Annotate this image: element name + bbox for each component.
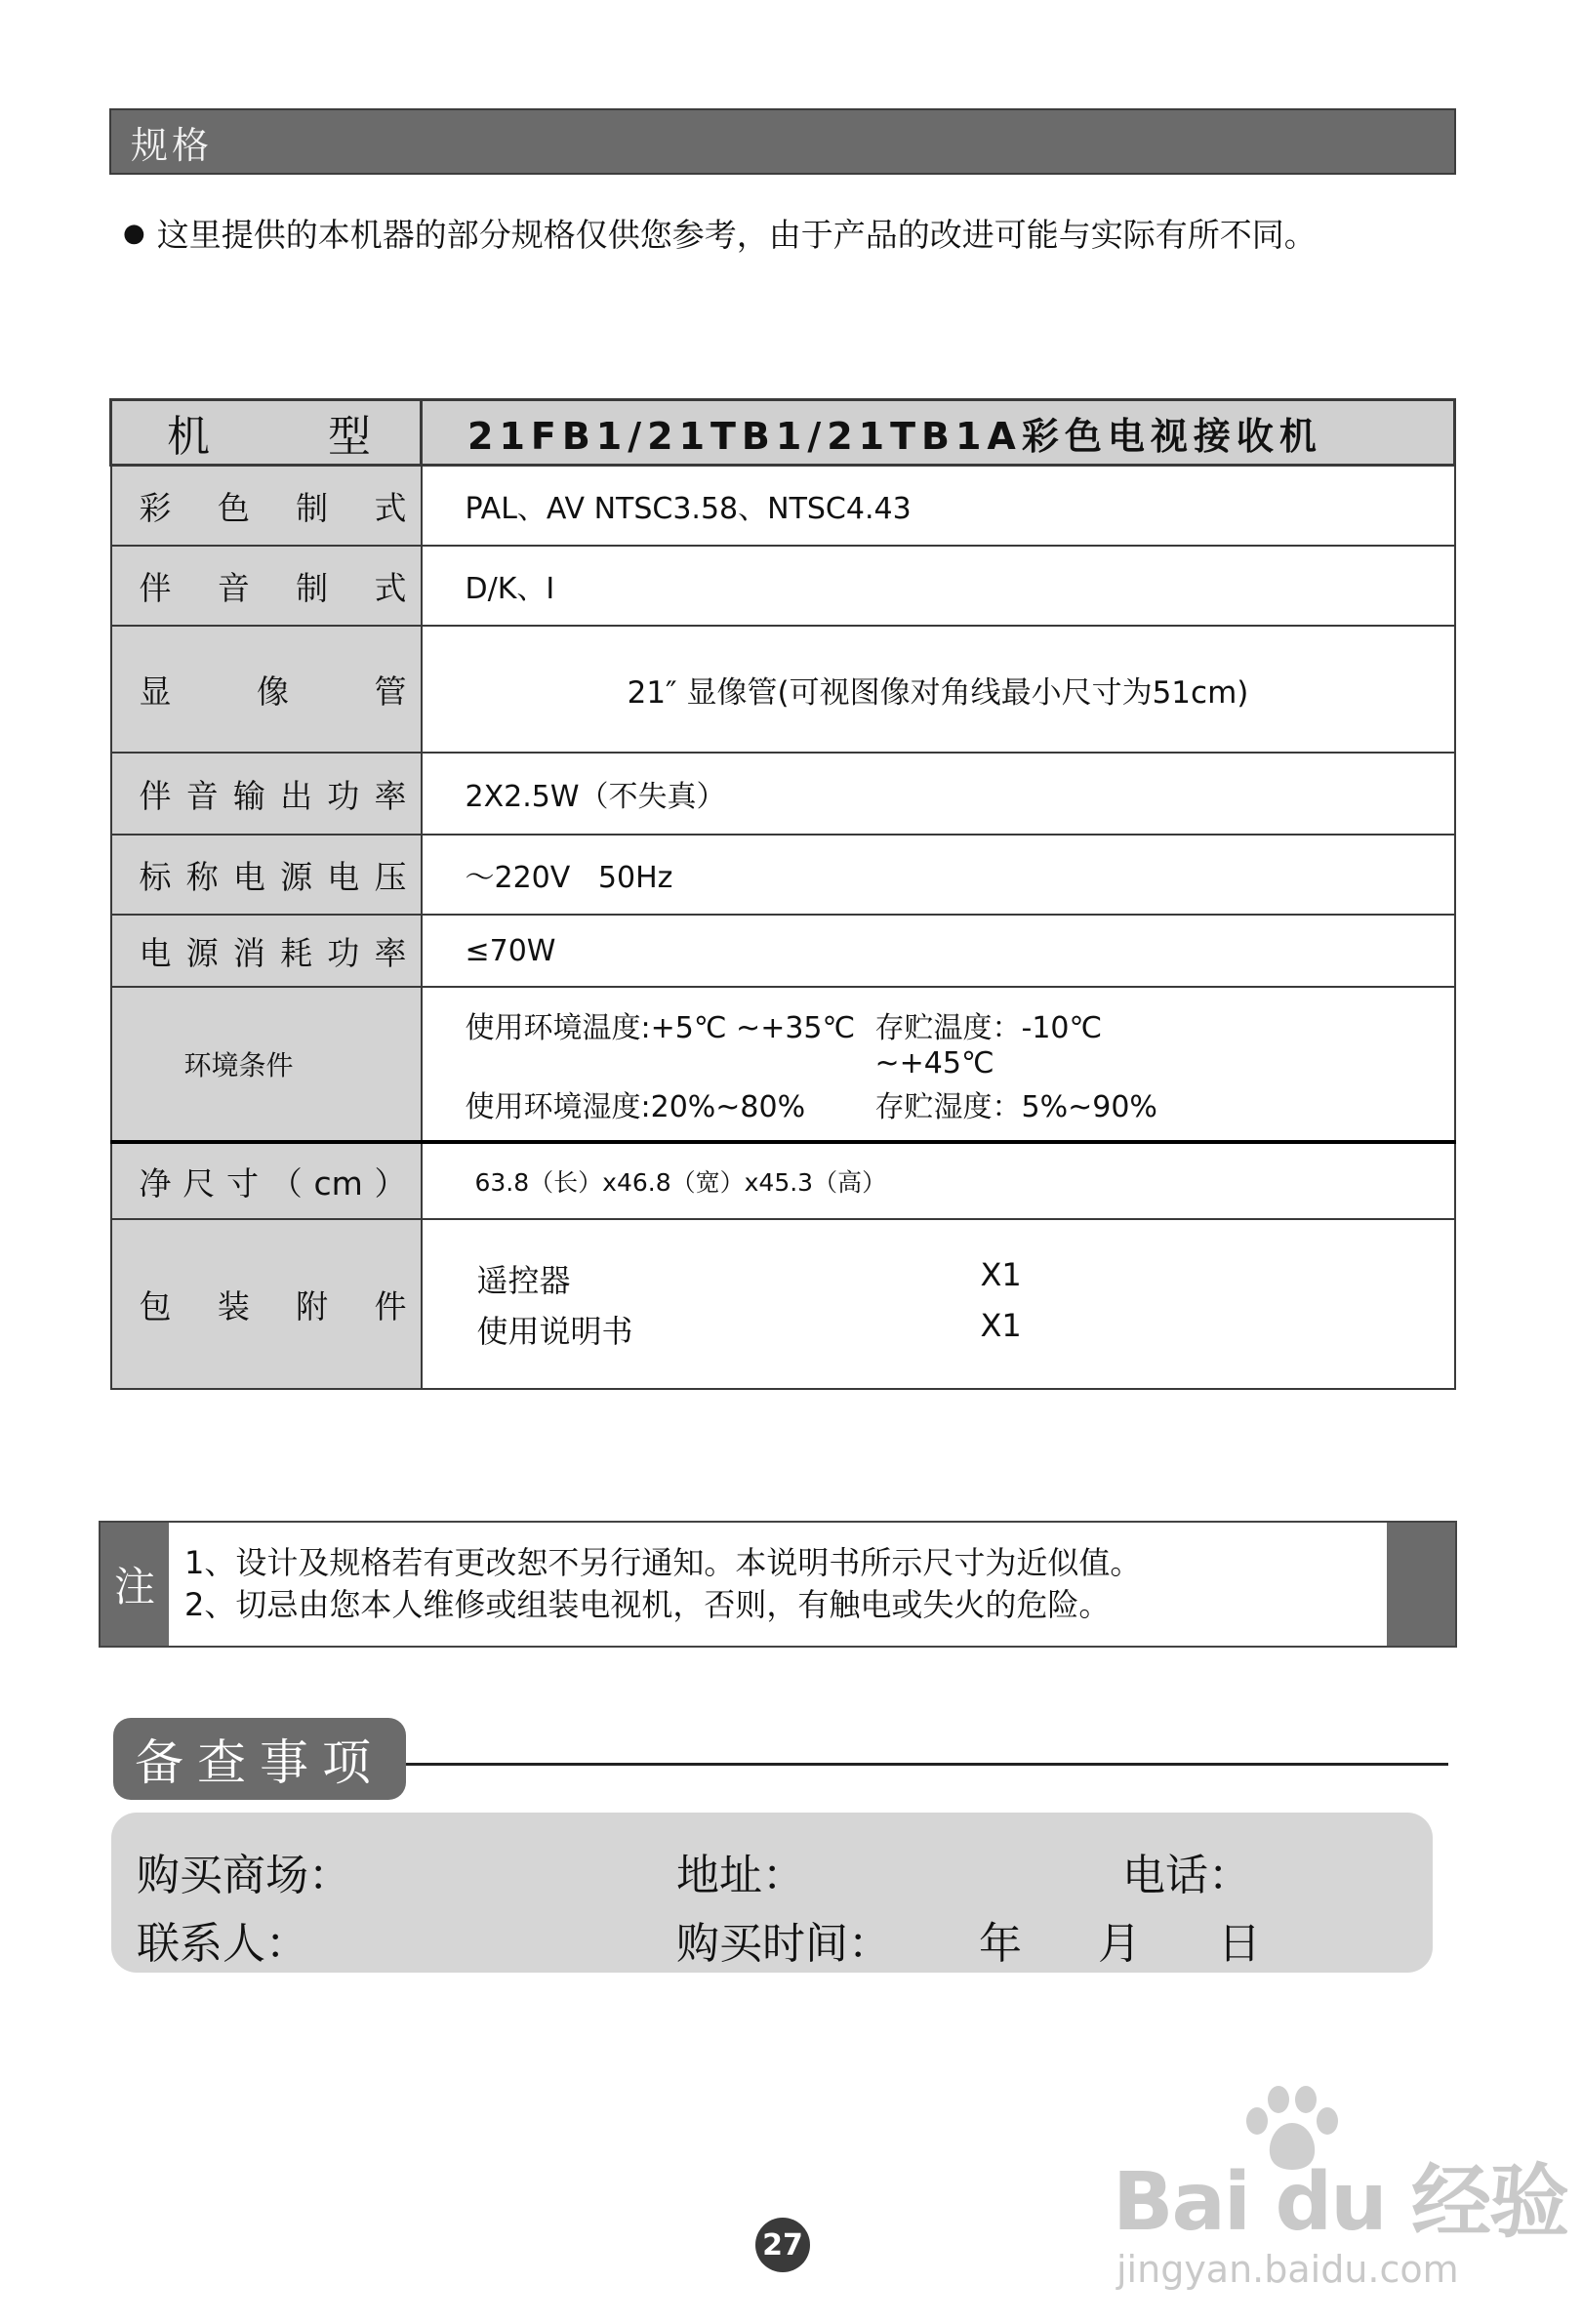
note-cap	[1387, 1523, 1455, 1646]
spec-table	[109, 398, 1456, 1390]
accessory-qty: X1	[980, 1307, 1022, 1344]
spec-row-color-system	[111, 466, 1455, 547]
memo-store-label: 购买商场：	[137, 1851, 351, 1900]
env-use-humidity: 使用环境湿度:20%~80%	[465, 1089, 806, 1124]
spec-label: 伴音制式	[111, 546, 422, 626]
note-line: 2、切忌由您本人维修或组装电视机，否则，有触电或失火的危险。	[184, 1586, 1111, 1623]
accessory-name: 使用说明书	[476, 1313, 633, 1350]
spec-label: 包装附件	[111, 1219, 422, 1389]
accessory-qty: X1	[980, 1256, 1022, 1293]
spec-label: 环境条件	[111, 987, 422, 1142]
section-header-bar	[109, 108, 1456, 175]
spec-label: 伴音输出功率	[111, 753, 422, 835]
spec-label: 电源消耗功率	[111, 915, 422, 987]
spec-value: 21″ 显像管(可视图像对角线最小尺寸为51cm)	[422, 626, 1455, 753]
env-store-humidity: 存贮湿度：5%~90%	[874, 1089, 1157, 1124]
memo-contact-label: 联系人：	[137, 1919, 308, 1969]
bullet-icon: ●	[123, 218, 145, 248]
spec-row-sound-system	[111, 546, 1455, 626]
memo-day: 日	[1218, 1919, 1261, 1969]
accessory-name: 遥控器	[476, 1262, 571, 1299]
memo-address-label: 地址：	[676, 1851, 805, 1900]
memo-year: 年	[979, 1919, 1022, 1969]
spec-label-model: 机型	[111, 400, 422, 466]
env-store-temp: 存贮温度：-10℃ ~+45℃	[874, 1010, 1103, 1080]
spec-label: 标称电源电压	[111, 835, 422, 915]
spec-value: PAL、AV NTSC3.58、NTSC4.43	[422, 466, 1455, 547]
spec-row-net-size	[111, 1142, 1455, 1219]
spec-value: ≤70W	[422, 915, 1455, 987]
spec-value: 63.8（长）x46.8（宽）x45.3（高）	[422, 1142, 1455, 1219]
spec-label: 净尺寸（cm）	[111, 1142, 422, 1219]
spec-row-accessories	[111, 1219, 1455, 1389]
memo-month: 月	[1098, 1919, 1141, 1969]
spec-value-model: 21FB1/21TB1/21TB1A彩色电视接收机	[422, 400, 1455, 466]
spec-row-power-consumption	[111, 915, 1455, 987]
section-title: 规格	[131, 123, 214, 167]
spec-label: 显像管	[111, 626, 422, 753]
spec-label: 彩色制式	[111, 466, 422, 547]
memo-purchase-time-label: 购买时间：	[676, 1919, 891, 1969]
note-box	[99, 1521, 1457, 1648]
spec-row-environment	[111, 987, 1455, 1142]
memo-phone-label: 电话：	[1122, 1851, 1251, 1900]
intro-note	[123, 210, 1317, 256]
watermark-brand: Bai du 经验	[1113, 2156, 1568, 2249]
spec-value-accessories	[422, 1219, 1455, 1389]
memo-title: 备查事项	[113, 1718, 406, 1800]
watermark-url: jingyan.baidu.com	[1116, 2248, 1459, 2291]
spec-row-rated-voltage	[111, 835, 1455, 915]
env-use-temp: 使用环境温度:+5℃ ~+35℃	[465, 1010, 856, 1045]
note-body	[169, 1523, 1387, 1646]
spec-row-audio-output	[111, 753, 1455, 835]
spec-value: D/K、I	[422, 546, 1455, 626]
page-number: 27	[755, 2218, 810, 2272]
watermark	[1113, 2084, 1568, 2299]
spec-value-environment	[422, 987, 1455, 1142]
spec-value: ～220V 50Hz	[422, 835, 1455, 915]
intro-text: 这里提供的本机器的部分规格仅供您参考，由于产品的改进可能与实际有所不同。	[156, 216, 1317, 254]
spec-value: 2X2.5W（不失真）	[422, 753, 1455, 835]
spec-row-picture-tube	[111, 626, 1455, 753]
note-tag: 注	[101, 1523, 169, 1646]
spec-row-model	[111, 400, 1455, 466]
note-line: 1、设计及规格若有更改恕不另行通知。本说明书所示尺寸为近似值。	[184, 1544, 1142, 1581]
